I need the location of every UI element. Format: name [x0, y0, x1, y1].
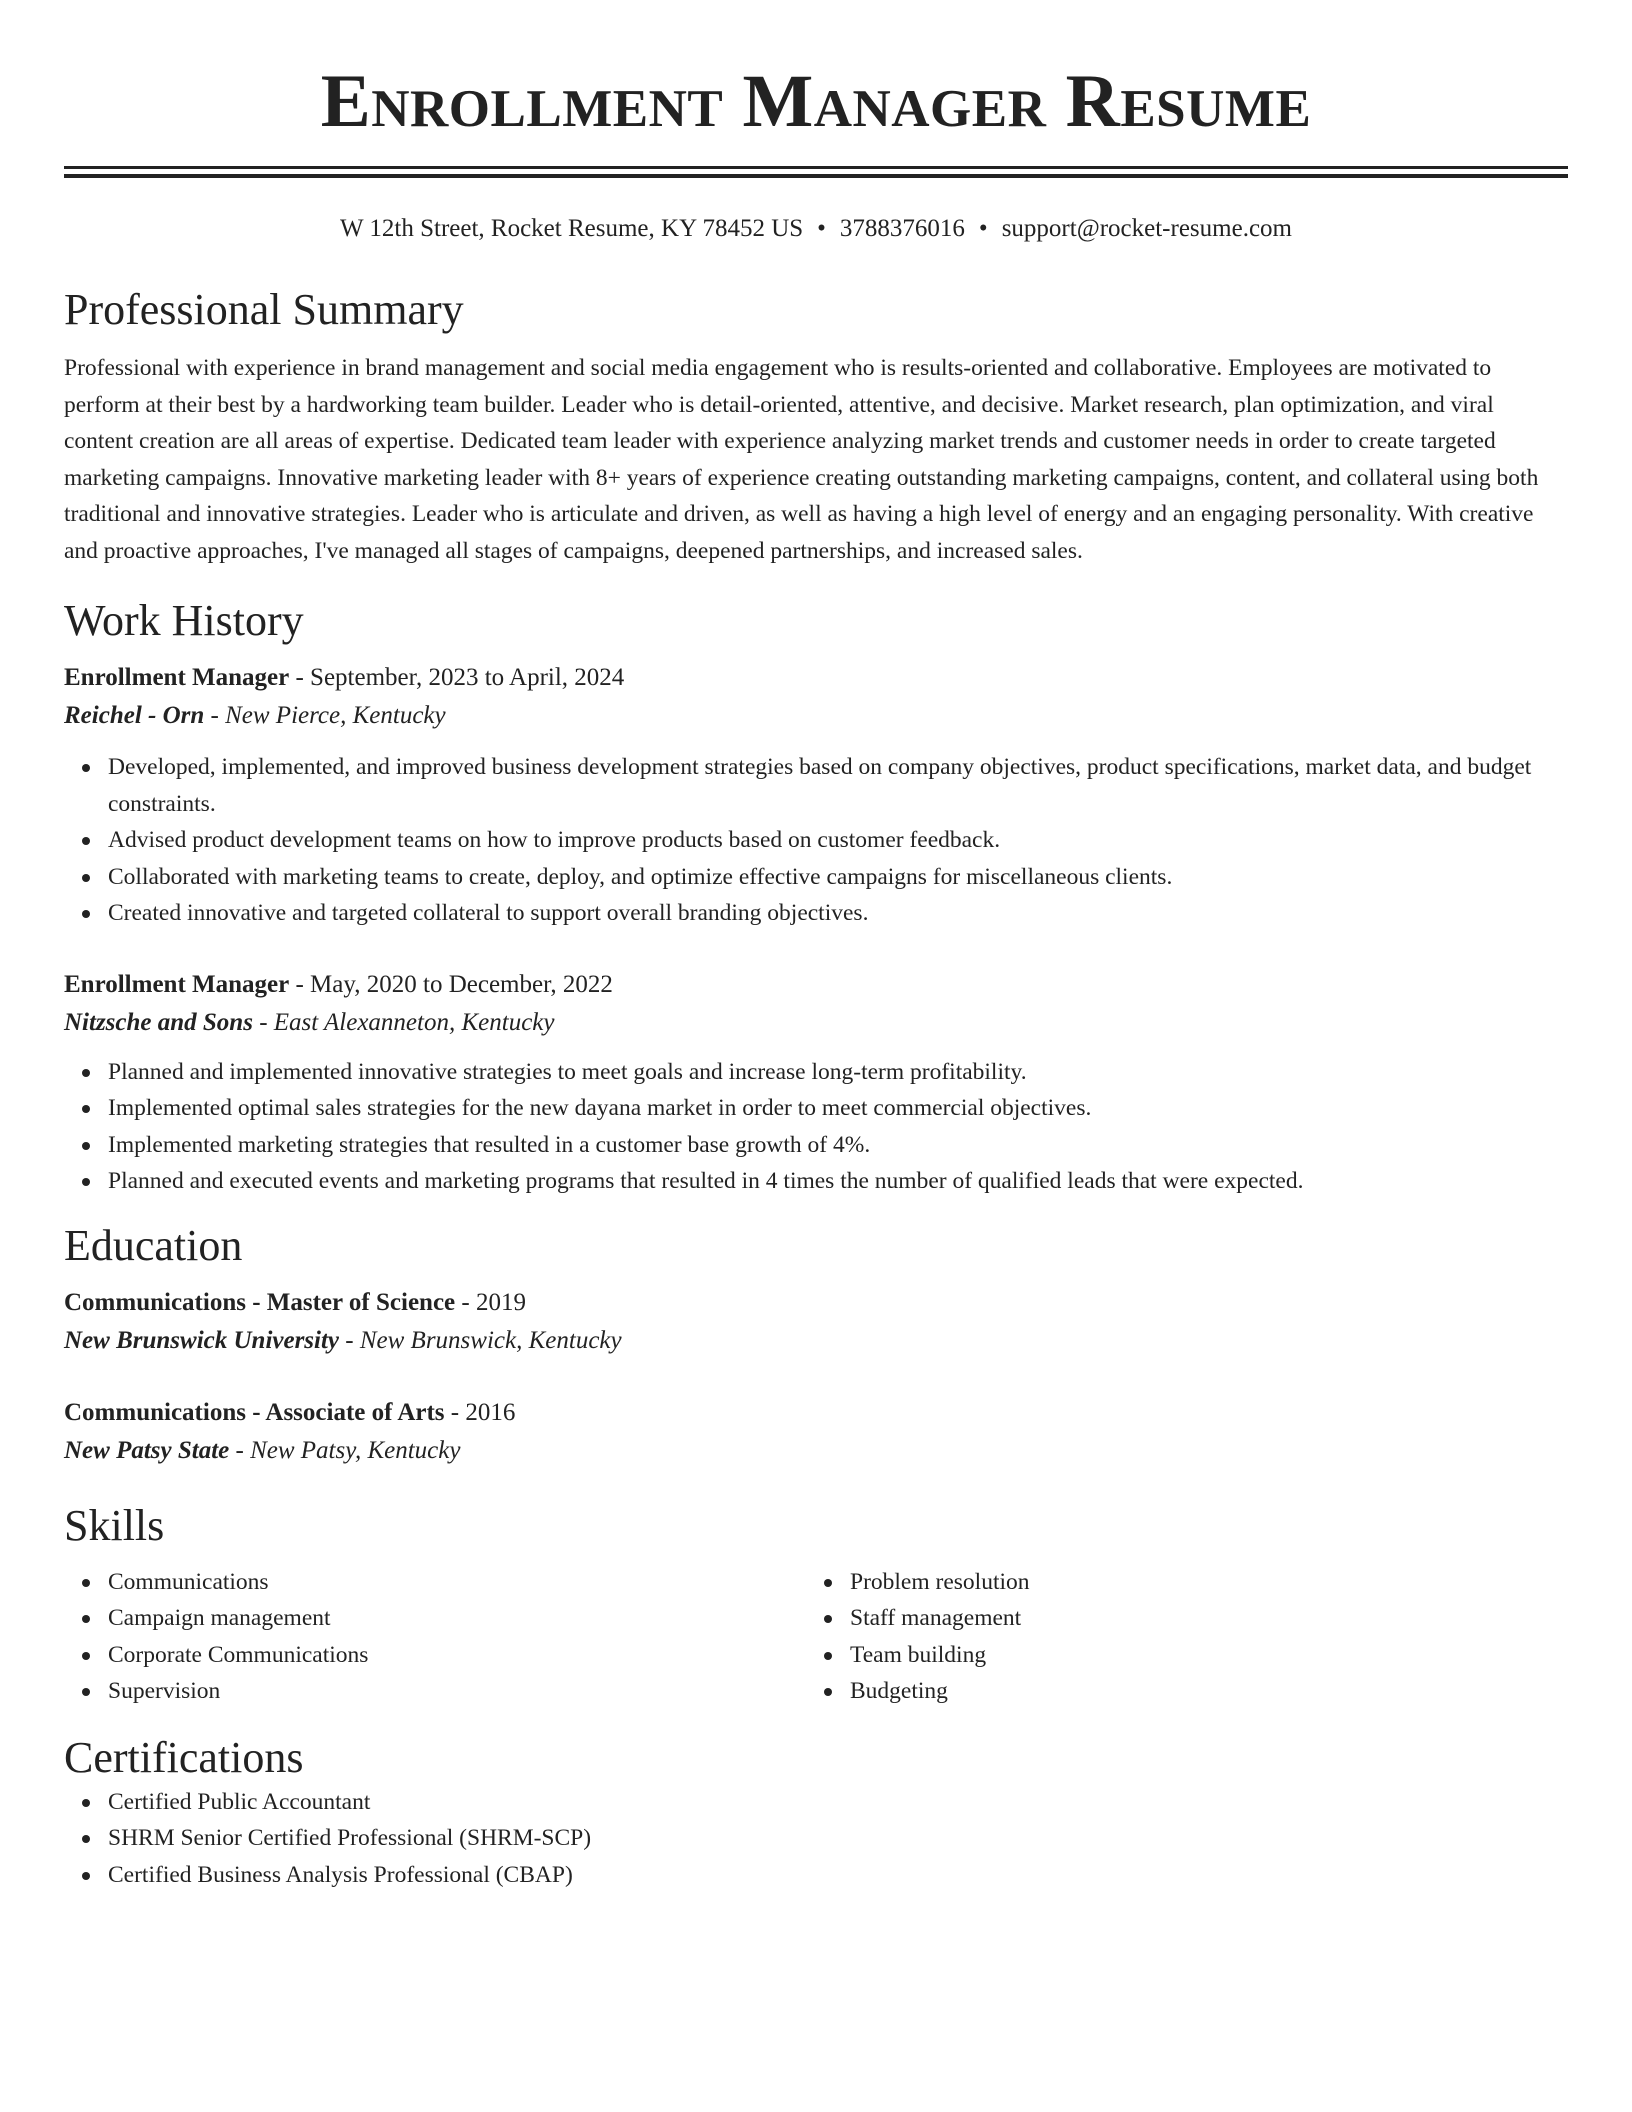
list-item: Team building: [850, 1637, 1548, 1674]
list-item: Certified Public Accountant: [108, 1784, 1568, 1821]
list-item: Developed, implemented, and improved business development strategies based on company objectives, product specifications, market data, and budget constraints.: [108, 749, 1568, 822]
skills-column-left: [64, 1564, 806, 1710]
certifications-heading: Certifications: [64, 1732, 304, 1782]
list-item: Implemented optimal sales strategies for the new dayana market in order to meet commercial objectives.: [108, 1090, 1568, 1127]
list-item: Implemented marketing strategies that resulted in a customer base growth of 4%.: [108, 1127, 1568, 1164]
job-location: East Alexanneton, Kentucky: [273, 1008, 555, 1036]
skills-heading: Skills: [64, 1500, 165, 1550]
list-item: Campaign management: [108, 1600, 806, 1637]
list-item: SHRM Senior Certified Professional (SHRM-SCP): [108, 1820, 1568, 1857]
resume-title: Enrollment Manager Resume: [320, 60, 1312, 143]
list-item: Budgeting: [850, 1673, 1548, 1710]
education-degree-line: Communications - Master of Science - 2019: [64, 1288, 526, 1316]
job-location: New Pierce, Kentucky: [225, 702, 446, 729]
education-school-line: New Brunswick University - New Brunswick, Kentucky: [64, 1326, 622, 1354]
list-item: Certified Business Analysis Professional (CBAP): [108, 1857, 1568, 1894]
education-school: New Brunswick University: [64, 1326, 340, 1354]
education-entry: [64, 1394, 1568, 1470]
list-item: Communications: [108, 1564, 806, 1601]
title-rule-bottom: [64, 174, 1568, 178]
contact-phone: 3788376016: [839, 215, 965, 242]
job-title: Enrollment Manager: [64, 664, 290, 691]
job-bullets: [64, 1054, 1568, 1200]
skills-column-right: [806, 1564, 1548, 1710]
contact-line: [64, 214, 1568, 244]
job-company-line: Nitzsche and Sons - East Alexanneton, Kentucky: [64, 1008, 555, 1036]
list-item: Corporate Communications: [108, 1637, 806, 1674]
education-location: New Brunswick, Kentucky: [359, 1326, 622, 1354]
job-company-line: Reichel - Orn - New Pierce, Kentucky: [64, 702, 446, 729]
certifications-list: [64, 1784, 1568, 1894]
list-item: Created innovative and targeted collateral to support overall branding objectives.: [108, 895, 1568, 932]
education-degree: Communications - Associate of Arts: [64, 1398, 445, 1426]
education-school-line: New Patsy State - New Patsy, Kentucky: [64, 1436, 461, 1464]
list-item: Collaborated with marketing teams to create, deploy, and optimize effective campaigns for miscellaneous clients.: [108, 859, 1568, 896]
job-company: Reichel - Orn: [64, 702, 205, 729]
contact-separator: •: [978, 215, 988, 242]
skills-columns: [64, 1564, 1568, 1710]
job-dates: May, 2020 to December, 2022: [310, 970, 613, 998]
contact-address: W 12th Street, Rocket Resume, KY 78452 US: [340, 215, 804, 242]
education-degree: Communications - Master of Science: [64, 1288, 456, 1316]
job-entry: [64, 659, 1568, 932]
job-header: Enrollment Manager - May, 2020 to December, 2022: [64, 970, 613, 998]
summary-heading: Professional Summary: [64, 285, 464, 334]
contact-separator: •: [817, 215, 826, 242]
skills-list: [64, 1564, 806, 1710]
skills-list: [806, 1564, 1548, 1710]
list-item: Planned and implemented innovative strategies to meet goals and increase long-term profitability.: [108, 1054, 1568, 1091]
job-header: Enrollment Manager - September, 2023 to April, 2024: [64, 664, 625, 691]
education-year: 2019: [475, 1288, 526, 1316]
list-item: Planned and executed events and marketing programs that resulted in 4 times the number of qualified leads that were expected.: [108, 1163, 1568, 1200]
education-heading: Education: [64, 1220, 243, 1270]
work-history-heading: Work History: [64, 596, 304, 645]
job-entry: [64, 966, 1568, 1200]
job-company: Nitzsche and Sons: [64, 1008, 253, 1036]
education-entry: [64, 1284, 1568, 1360]
education-degree-line: Communications - Associate of Arts - 2016: [64, 1398, 516, 1426]
job-bullets: [64, 749, 1568, 932]
summary-text: Professional with experience in brand management and social media engagement who is results-oriented and collaborative. Employees are motivated to perform at their best by a hardworking team builder. Leader who is detail-oriented, attentive, and decisive. Market research, plan optimization, and viral content creation are all areas of expertise. Dedicated team leader with experience analyzing market trends and customer needs in order to create targeted marketing campaigns. Innovative marketing leader with 8+ years of experience creating outstanding marketing campaigns, content, and collateral using both traditional and innovative strategies. Leader who is articulate and driven, as well as having a high level of energy and an engaging personality. With creative and proactive approaches, I've managed all stages of campaigns, deepened partnerships, and increased sales.: [64, 355, 1539, 564]
education-location: New Patsy, Kentucky: [250, 1436, 461, 1464]
list-item: Advised product development teams on how to improve products based on customer feedback.: [108, 822, 1568, 859]
list-item: Staff management: [850, 1600, 1548, 1637]
job-title: Enrollment Manager: [64, 970, 290, 998]
list-item: Supervision: [108, 1673, 806, 1710]
list-item: Problem resolution: [850, 1564, 1548, 1601]
contact-email: support@rocket-resume.com: [1001, 215, 1292, 242]
title-rule-top: [64, 166, 1568, 169]
job-dates: September, 2023 to April, 2024: [310, 664, 625, 691]
education-year: 2016: [465, 1398, 516, 1426]
education-school: New Patsy State: [64, 1436, 230, 1464]
